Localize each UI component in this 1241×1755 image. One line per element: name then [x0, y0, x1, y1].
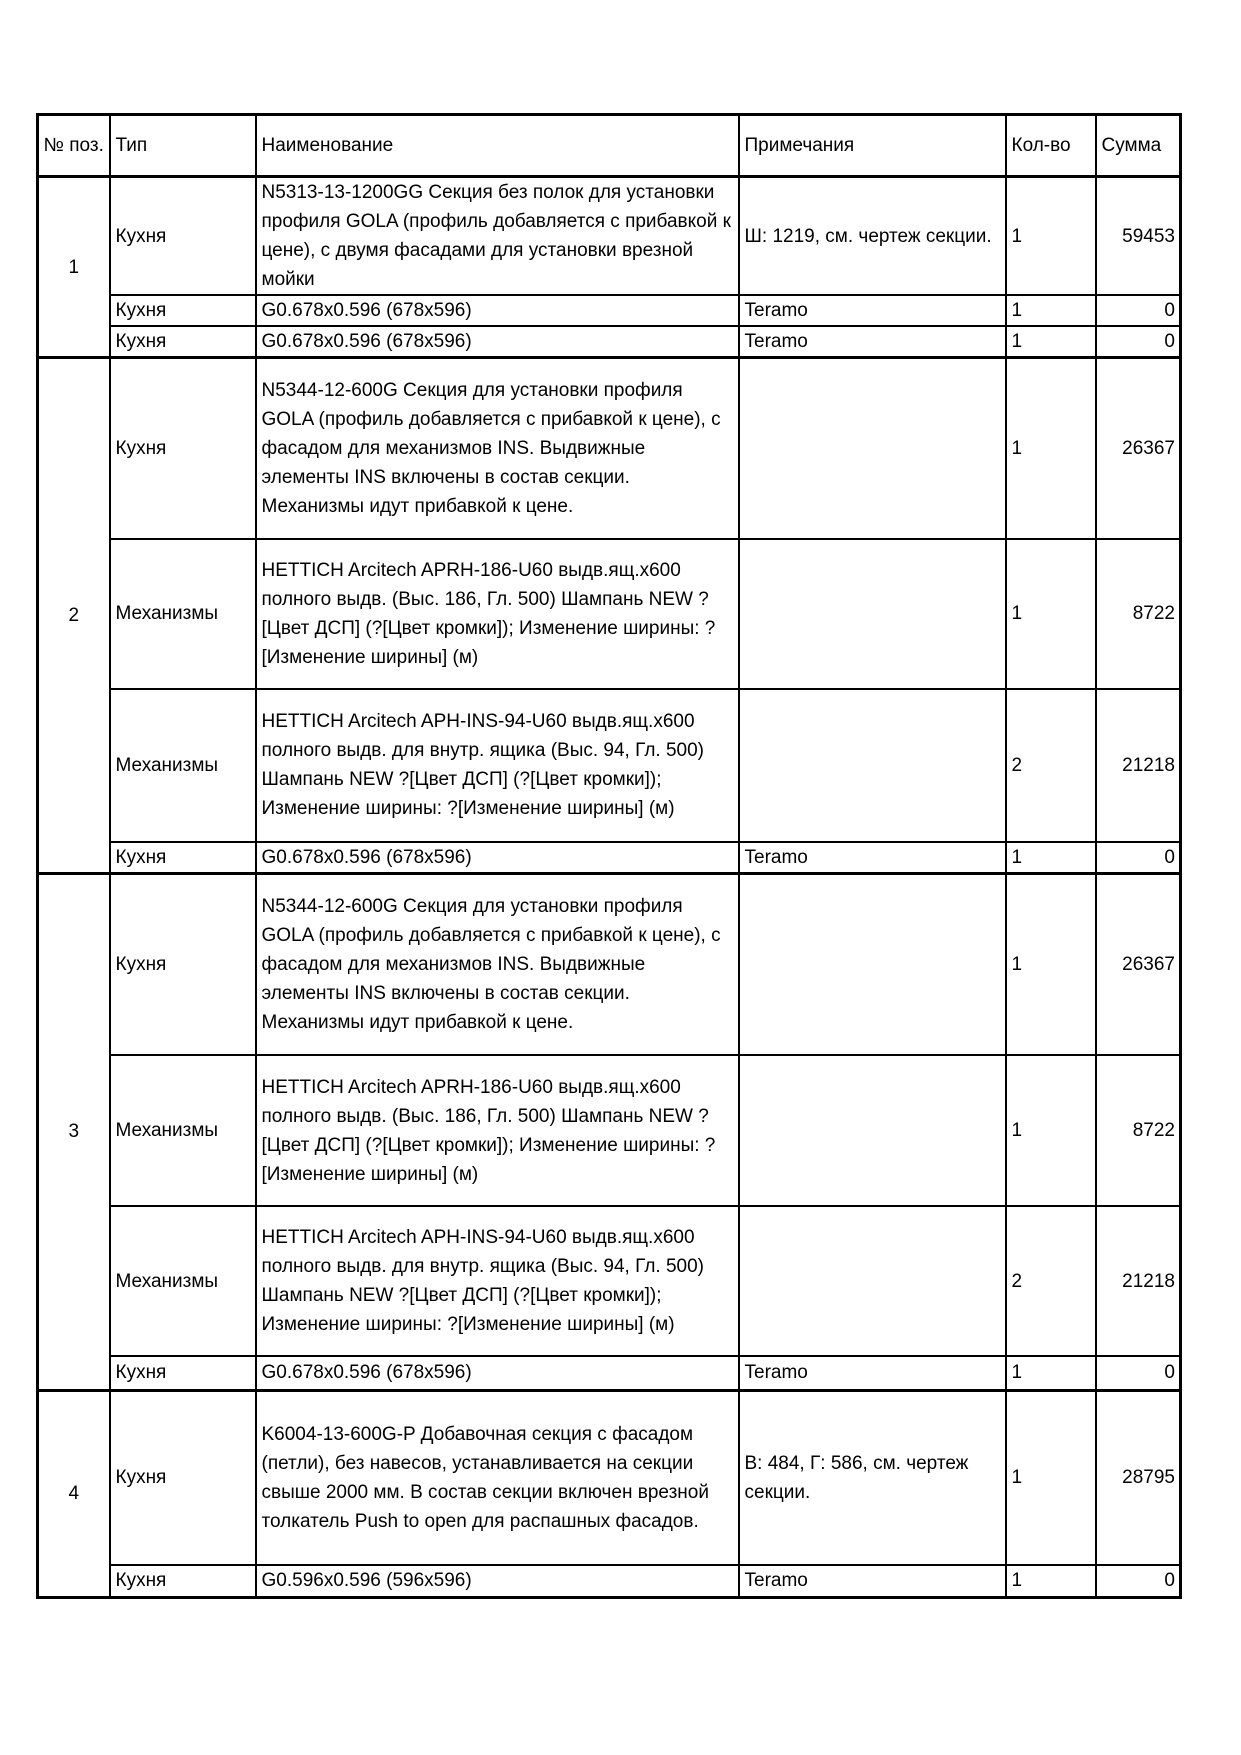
name-cell: HETTICH Arcitech APRH-186-U60 выдв.ящ.x600 полного выдв. (Выс. 186, Гл. 500) Шампань NEW ?[Цвет ДСП] (?[Цвет кромки]); Изменение ширины: ?[Изменение ширины] (м): [256, 539, 739, 689]
table-row: [38, 1356, 1181, 1390]
notes-cell: [739, 873, 1006, 1055]
sum-cell: 0: [1096, 1356, 1181, 1390]
header-name: Наименование: [256, 115, 739, 177]
header-position-number: № поз.: [38, 115, 110, 177]
position-number-cell: 2: [38, 358, 110, 874]
sum-cell: 26367: [1096, 358, 1181, 539]
quantity-cell: 1: [1006, 295, 1096, 326]
notes-cell: Ш: 1219, см. чертеж секции.: [739, 177, 1006, 296]
sum-cell: 21218: [1096, 689, 1181, 842]
name-cell: G0.678x0.596 (678x596): [256, 295, 739, 326]
sum-cell: 0: [1096, 326, 1181, 358]
type-cell: Кухня: [110, 295, 256, 326]
type-cell: Кухня: [110, 873, 256, 1055]
type-cell: Механизмы: [110, 689, 256, 842]
notes-cell: [739, 539, 1006, 689]
name-cell: K6004-13-600G-P Добавочная секция с фасадом (петли), без навесов, устанавливается на секции свыше 2000 мм. В состав секции включен врезной толкатель Push to open для распашных фасадов.: [256, 1390, 739, 1565]
document-sheet: [36, 113, 1182, 1599]
header-quantity: Кол-во: [1006, 115, 1096, 177]
sum-cell: 0: [1096, 295, 1181, 326]
header-type: Тип: [110, 115, 256, 177]
name-cell: G0.596x0.596 (596x596): [256, 1565, 739, 1597]
quantity-cell: 1: [1006, 1055, 1096, 1206]
name-cell: G0.678x0.596 (678x596): [256, 326, 739, 358]
name-cell: N5344-12-600G Секция для установки профиля GOLA (профиль добавляется с прибавкой к цене), с фасадом для механизмов INS. Выдвижные элементы INS включены в состав секции. Механизмы идут прибавкой к цене.: [256, 873, 739, 1055]
quantity-cell: 1: [1006, 539, 1096, 689]
position-number-cell: 1: [38, 177, 110, 358]
table-row: [38, 689, 1181, 842]
table-row: [38, 1565, 1181, 1597]
sum-cell: 59453: [1096, 177, 1181, 296]
notes-cell: [739, 358, 1006, 539]
quantity-cell: 1: [1006, 358, 1096, 539]
notes-cell: [739, 689, 1006, 842]
sum-cell: 8722: [1096, 1055, 1181, 1206]
table-row: [38, 539, 1181, 689]
sum-cell: 28795: [1096, 1390, 1181, 1565]
type-cell: Кухня: [110, 177, 256, 296]
notes-cell: В: 484, Г: 586, см. чертеж секции.: [739, 1390, 1006, 1565]
quantity-cell: 1: [1006, 873, 1096, 1055]
notes-cell: Teramo: [739, 295, 1006, 326]
sum-cell: 26367: [1096, 873, 1181, 1055]
quantity-cell: 1: [1006, 1390, 1096, 1565]
name-cell: HETTICH Arcitech APRH-186-U60 выдв.ящ.x600 полного выдв. (Выс. 186, Гл. 500) Шампань NEW ?[Цвет ДСП] (?[Цвет кромки]); Изменение ширины: ?[Изменение ширины] (м): [256, 1055, 739, 1206]
header-notes: Примечания: [739, 115, 1006, 177]
name-cell: N5344-12-600G Секция для установки профиля GOLA (профиль добавляется с прибавкой к цене), с фасадом для механизмов INS. Выдвижные элементы INS включены в состав секции. Механизмы идут прибавкой к цене.: [256, 358, 739, 539]
table-row: [38, 1055, 1181, 1206]
quantity-cell: 1: [1006, 1565, 1096, 1597]
sum-cell: 0: [1096, 842, 1181, 874]
notes-cell: Teramo: [739, 326, 1006, 358]
notes-cell: [739, 1055, 1006, 1206]
type-cell: Кухня: [110, 1356, 256, 1390]
name-cell: G0.678x0.596 (678x596): [256, 842, 739, 874]
notes-cell: Teramo: [739, 1356, 1006, 1390]
quantity-cell: 1: [1006, 842, 1096, 874]
notes-cell: Teramo: [739, 1565, 1006, 1597]
quantity-cell: 1: [1006, 326, 1096, 358]
type-cell: Механизмы: [110, 1206, 256, 1356]
type-cell: Механизмы: [110, 1055, 256, 1206]
table-header: [38, 115, 1181, 177]
type-cell: Кухня: [110, 842, 256, 874]
table-row: [38, 177, 1181, 296]
quantity-cell: 1: [1006, 177, 1096, 296]
table-row: [38, 1206, 1181, 1356]
quantity-cell: 1: [1006, 1356, 1096, 1390]
position-number-cell: 4: [38, 1390, 110, 1597]
name-cell: HETTICH Arcitech APH-INS-94-U60 выдв.ящ.x600 полного выдв. для внутр. ящика (Выс. 94, Гл. 500) Шампань NEW ?[Цвет ДСП] (?[Цвет кромки]); Изменение ширины: ?[Изменение ширины] (м): [256, 689, 739, 842]
notes-cell: Teramo: [739, 842, 1006, 874]
position-number-cell: 3: [38, 873, 110, 1390]
spec-table-body: [38, 177, 1181, 1598]
type-cell: Кухня: [110, 326, 256, 358]
type-cell: Кухня: [110, 1565, 256, 1597]
name-cell: HETTICH Arcitech APH-INS-94-U60 выдв.ящ.x600 полного выдв. для внутр. ящика (Выс. 94, Гл. 500) Шампань NEW ?[Цвет ДСП] (?[Цвет кромки]); Изменение ширины: ?[Изменение ширины] (м): [256, 1206, 739, 1356]
header-row: [38, 115, 1181, 177]
sum-cell: 21218: [1096, 1206, 1181, 1356]
specification-table: [36, 113, 1182, 1599]
table-row: [38, 842, 1181, 874]
table-row: [38, 873, 1181, 1055]
type-cell: Механизмы: [110, 539, 256, 689]
quantity-cell: 2: [1006, 689, 1096, 842]
header-sum: Сумма: [1096, 115, 1181, 177]
name-cell: G0.678x0.596 (678x596): [256, 1356, 739, 1390]
quantity-cell: 2: [1006, 1206, 1096, 1356]
table-row: [38, 1390, 1181, 1565]
name-cell: N5313-13-1200GG Секция без полок для установки профиля GOLA (профиль добавляется с прибавкой к цене), с двумя фасадами для установки врезной мойки: [256, 177, 739, 296]
type-cell: Кухня: [110, 358, 256, 539]
sum-cell: 0: [1096, 1565, 1181, 1597]
notes-cell: [739, 1206, 1006, 1356]
type-cell: Кухня: [110, 1390, 256, 1565]
table-row: [38, 326, 1181, 358]
table-row: [38, 295, 1181, 326]
table-row: [38, 358, 1181, 539]
sum-cell: 8722: [1096, 539, 1181, 689]
